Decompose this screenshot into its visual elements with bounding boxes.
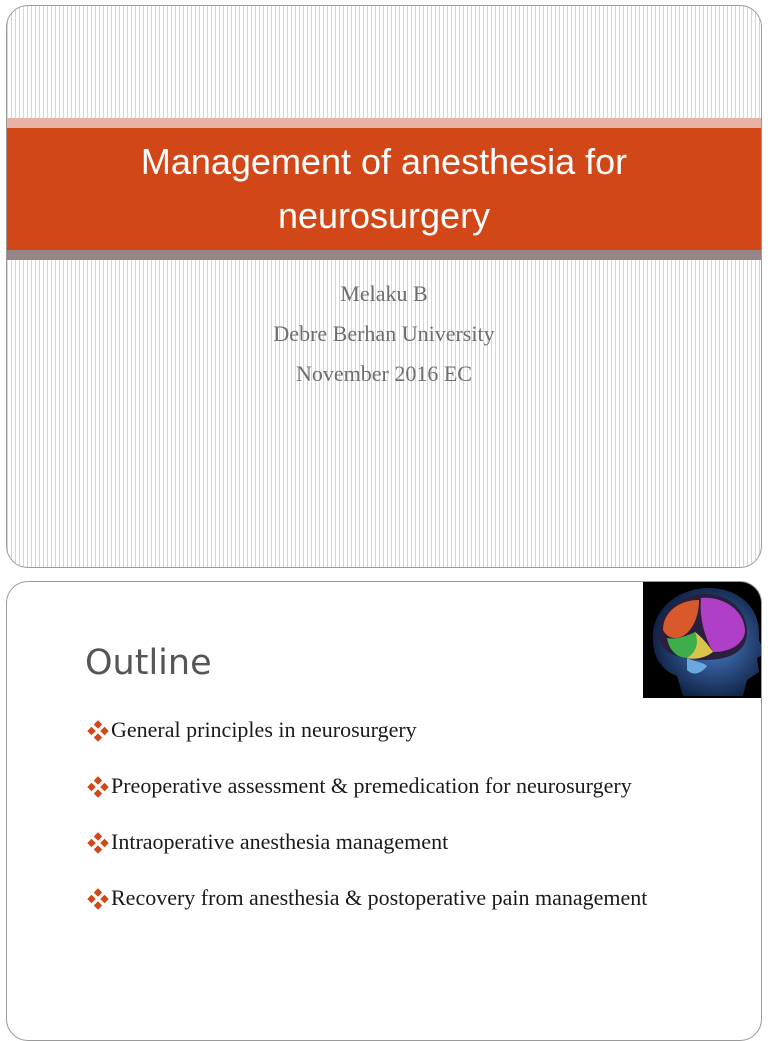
list-item	[87, 880, 741, 936]
diamond-bullet-icon	[87, 776, 109, 798]
title-slide	[6, 5, 762, 568]
presentation-date: November 2016 EC	[296, 361, 472, 386]
list-item	[87, 768, 741, 824]
title-band-bottom-stripe	[7, 250, 761, 260]
list-item	[87, 712, 741, 768]
diamond-bullet-icon	[87, 832, 109, 854]
institution-name: Debre Berhan University	[273, 321, 495, 346]
diamond-bullet-icon	[87, 888, 109, 910]
list-item-text: Recovery from anesthesia & postoperative pain management	[111, 885, 648, 910]
outline-heading: Outline	[85, 643, 212, 683]
slide-subtitle	[7, 274, 761, 394]
outline-list	[87, 712, 741, 936]
title-band	[7, 128, 761, 250]
slide-title: Management of anesthesia for neurosurgery	[140, 141, 628, 236]
list-item-text: Intraoperative anesthesia management	[111, 829, 449, 854]
list-item-text: Preoperative assessment & premedication for neurosurgery	[111, 773, 632, 798]
list-item-text: General principles in neurosurgery	[111, 717, 417, 742]
author-name: Melaku B	[340, 281, 428, 306]
title-band-top-stripe	[7, 118, 761, 128]
list-item	[87, 824, 741, 880]
diamond-bullet-icon	[87, 720, 109, 742]
brain-scan-image	[643, 582, 762, 698]
outline-slide	[6, 581, 762, 1041]
